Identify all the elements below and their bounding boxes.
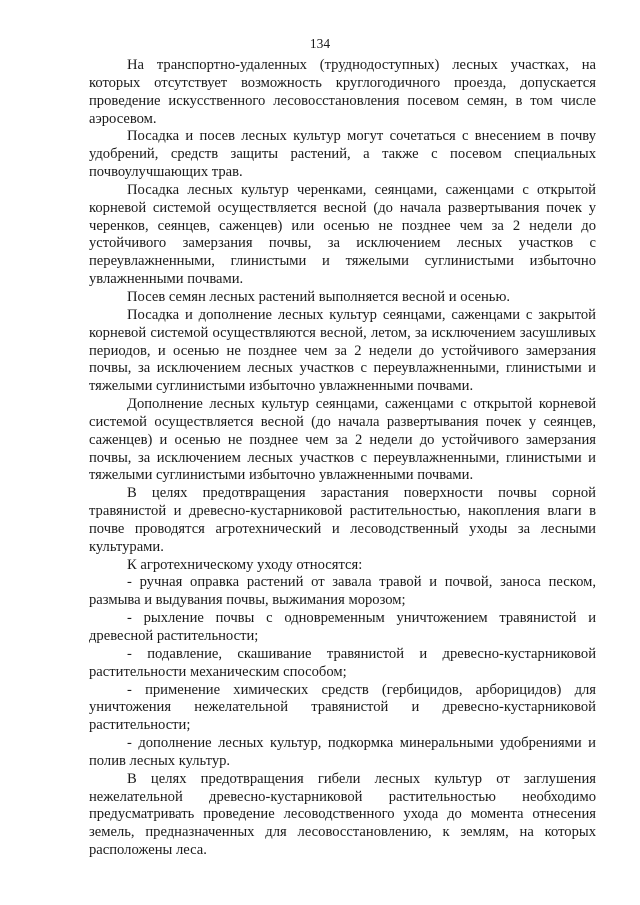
list-item-chemicals: - применение химических средств (гербицидов, арборицидов) для уничтожения нежелательной травянистой и древесно-кустарниковой растительности; [89, 681, 596, 734]
list-item-loosening: - рыхление почвы с одновременным уничтожением травянистой и древесной растительности; [89, 610, 596, 644]
document-body [89, 57, 596, 860]
paragraph-seed-sowing: Посев семян лесных растений выполняется весной и осенью. [127, 288, 511, 305]
paragraph-closed-root-planting: Посадка и дополнение лесных культур сеянцами, саженцами с закрытой корневой системой осуществляются весной, летом, за исключением засушливых периодов, и осенью не позднее чем за 2 недели до устойчивого замерзания почвы, за исключением лесных участков с переувлажненными, глинистыми и тяжелыми суглинистыми избыточно увлажненными почвами. [89, 306, 596, 395]
page-number: 134 [309, 36, 331, 51]
paragraph-silvicultural-care: В целях предотвращения гибели лесных культур от заглушения нежелательной древесно-кустарниковой растительностью необходимо предусматривать проведение лесоводственного ухода до момента отнесения земель, предназначенных для лесовосстановлению, к землям, на которых расположены леса. [89, 770, 596, 859]
paragraph-agrotech-intro: К агротехническому уходу относятся: [127, 556, 363, 573]
paragraph-fertilizers: Посадка и посев лесных культур могут сочетаться с внесением в почву удобрений, средств защиты растений, а также с посевом специальных почвоулучшающих трав. [89, 128, 596, 181]
paragraph-care-purpose: В целях предотвращения зарастания поверхности почвы сорной травянистой и древесно-кустарниковой растительностью, накопления влаги в почве проводятся агротехнический и лесоводственный уходы за лесными культурами. [89, 485, 596, 555]
list-item-fertilizing: - дополнение лесных культур, подкормка минеральными удобрениями и полив лесных культур. [89, 735, 596, 769]
paragraph-open-root-planting: Посадка лесных культур черенками, сеянцами, саженцами с открытой корневой системой осуществляется весной (до начала развертывания почек у черенков, сеянцев, саженцев) или осенью не позднее чем за 2 недели до устойчивого замерзания почвы, за исключением лесных участков с переувлажненными, глинистыми и тяжелыми суглинистыми избыточно увлажненными почвами. [89, 181, 596, 288]
paragraph-open-root-addition: Дополнение лесных культур сеянцами, саженцами с открытой корневой системой осуществляется весной (до начала развертывания почек у сеянцев, саженцев) и осенью не позднее чем за 2 недели до устойчивого замерзания почвы, за исключением лесных участков с переувлажненными, глинистыми и тяжелыми суглинистыми избыточно увлажненными почвами. [89, 396, 596, 484]
paragraph-aerial-seeding: На транспортно-удаленных (труднодоступных) лесных участках, на которых отсутствует возможность круглогодичного проезда, допускается проведение искусственного лесовосстановления посевом семян, в том числе аэросевом. [89, 57, 596, 127]
list-item-mowing: - подавление, скашивание травянистой и древесно-кустарниковой растительности механическим способом; [89, 645, 596, 680]
list-item-manual-straightening: - ручная оправка растений от завала травой и почвой, заноса песком, размыва и выдувания почвы, выжимания морозом; [89, 574, 596, 609]
